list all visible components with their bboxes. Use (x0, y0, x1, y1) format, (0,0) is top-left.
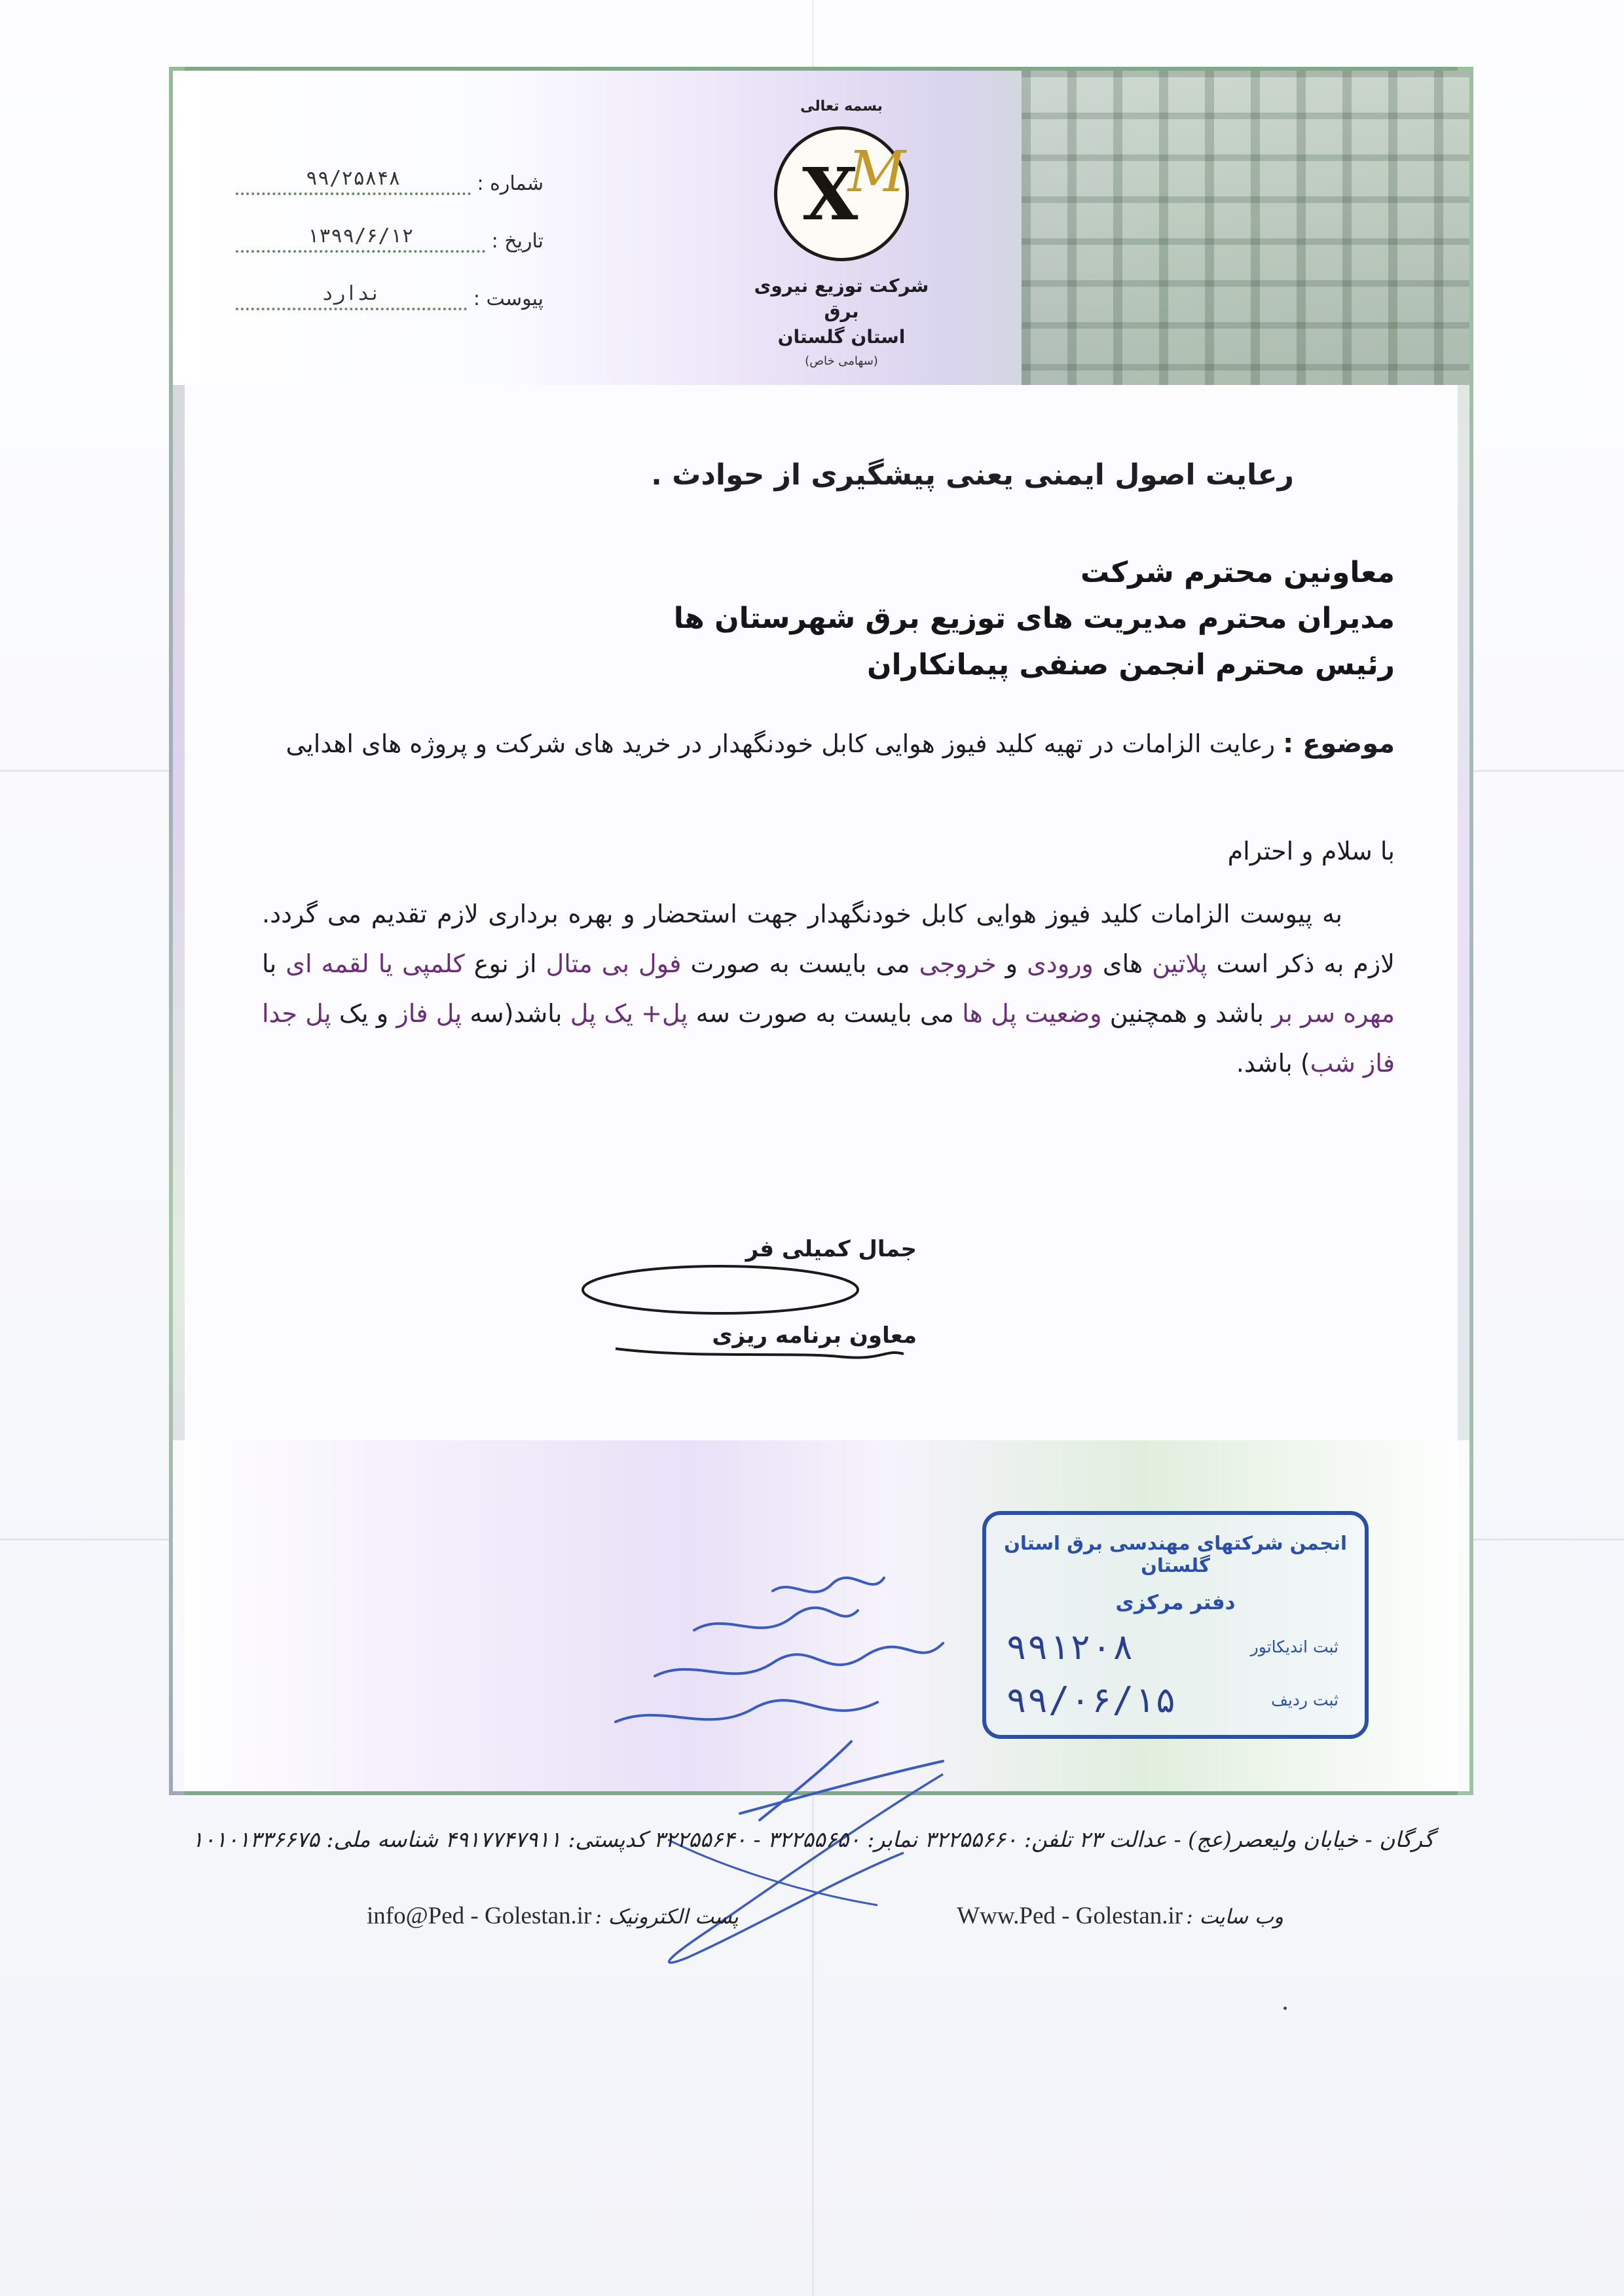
stamp-office: دفتر مرکزی (1115, 1591, 1236, 1614)
logo-x-glyph: X (802, 152, 858, 236)
company-type: (سهامی خاص) (805, 354, 878, 368)
signature-scribble (576, 1244, 917, 1375)
email-link[interactable]: info@Ped - Golestan.ir (367, 1903, 592, 1929)
company-name-line2: استان گلستان (777, 326, 906, 348)
footer-address: گرگان - خیابان ولیعصر(عج) - عدالت ۲۳ تلفن: ۳۲۲۵۵۶۶۰ نمابر: ۳۲۲۵۵۶۵۰ - ۳۲۲۵۵۶۴۰ کدپستی: ۴۹۱۷۷۴۷۹۱۱ شناسه ملی: ۱۰۱۰۱۳۳۶۶۷۵ (191, 1827, 1434, 1852)
stamp-title: انجمن شرکتهای مهندسی برق استان گلستان (1004, 1532, 1347, 1576)
signatory-title: معاون برنامه ریزی (712, 1322, 917, 1349)
company-logo (747, 98, 936, 373)
letter-meta (236, 137, 544, 310)
stamp-row-row (986, 1679, 1365, 1721)
salutation: با سلام و احترام (1227, 837, 1395, 866)
stamp-row-label: ثبت ردیف (1270, 1690, 1338, 1709)
number-label: شماره : (477, 172, 544, 195)
number-row (236, 137, 544, 195)
logo-m-glyph: M (848, 139, 906, 205)
date-row (236, 195, 544, 253)
stamp-row-value: ۹۹/۰۶/۱۵ (1006, 1679, 1177, 1721)
letter-body: به پیوست الزامات کلید فیوز هوایی کابل خودنگهدار جهت استحضار و بهره برداری لازم تقدیم می گردد. لازم به ذکر است پلاتین های ورودی و خروجی می بایست به صورت فول بی متال از نوع کلمپی یا لقمه ای با مهره سر بر باشد و همچنین وضعیت پل ها می بایست به صورت سه پل+ یک پل باشد(سه پل فاز و یک پل جدا فاز شب) باشد. (262, 900, 1395, 1078)
addressee-block (262, 550, 1395, 688)
email-block (367, 1902, 739, 1930)
attachment-value: ندارد (236, 282, 467, 310)
website-block (957, 1902, 1283, 1930)
building-photo (1022, 71, 1469, 385)
subject-line (262, 719, 1395, 769)
addressee-line: معاونین محترم شرکت (1080, 556, 1395, 589)
subject-text: رعایت الزامات در تهیه کلید فیوز هوایی کابل خودنگهدار در خرید های شرکت و پروژه های اهدایی (286, 729, 1276, 758)
subject-label: موضوع : (1283, 729, 1395, 759)
company-name-line1: شرکت توزیع نیروی برق (754, 275, 929, 323)
footer-contact (367, 1902, 1283, 1930)
website-label: وب سایت : (1186, 1905, 1283, 1929)
number-value: ۹۹/۲۵۸۴۸ (236, 167, 471, 195)
attachment-row (236, 253, 544, 310)
signatory-name: جمال کمیلی فر (745, 1236, 917, 1262)
date-label: تاریخ : (491, 230, 544, 253)
stamp-indicator-row (986, 1626, 1365, 1667)
registration-stamp (982, 1511, 1369, 1739)
stamp-indicator-label: ثبت اندیکاتور (1250, 1637, 1338, 1656)
website-link[interactable]: Www.Ped - Golestan.ir (957, 1903, 1183, 1929)
paper-mark (1283, 2007, 1287, 2010)
signature-flourish (629, 1761, 969, 1977)
letter-title: رعایت اصول ایمنی یعنی پیشگیری از حوادث . (651, 458, 1294, 492)
addressee-line: رئیس محترم انجمن صنفی پیمانکاران (867, 647, 1395, 682)
company-name (747, 273, 936, 350)
logo-top-text: بسمه تعالی (800, 98, 883, 115)
date-value: ۱۳۹۹/۶/۱۲ (236, 225, 485, 253)
stamp-indicator-value: ۹۹۱۲۰۸ (1006, 1626, 1134, 1667)
addressee-line: مدیران محترم مدیریت های توزیع برق شهرستان ها (673, 602, 1395, 636)
attachment-label: پیوست : (473, 287, 544, 310)
logo-emblem-icon (774, 126, 909, 261)
email-label: پست الکترونیک : (595, 1905, 739, 1929)
